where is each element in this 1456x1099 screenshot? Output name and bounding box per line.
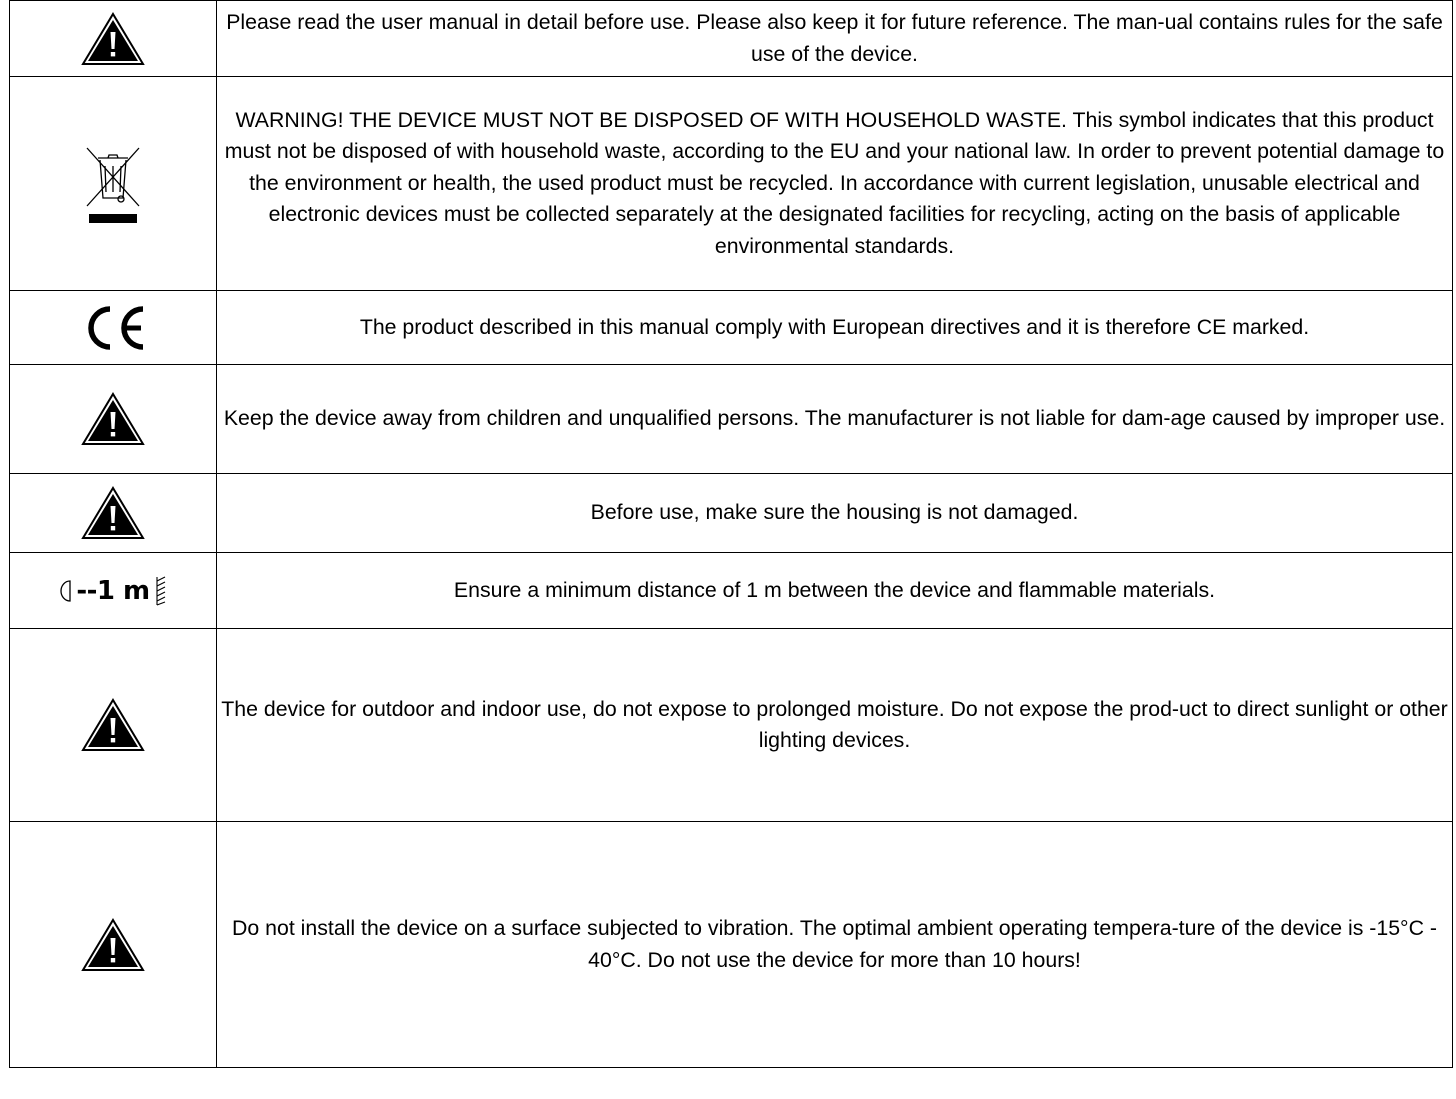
table-row <box>10 1 1453 77</box>
row-text: The device for outdoor and indoor use, do not expose to prolonged moisture. Do not expose the prod-uct to direct sunlight or other lighting devices. <box>217 629 1453 822</box>
lamp-half-icon <box>58 579 72 603</box>
icon-cell <box>10 77 217 291</box>
table-row <box>10 553 1453 629</box>
icon-cell <box>10 291 217 365</box>
safety-symbols-table <box>9 0 1453 1068</box>
row-text: Do not install the device on a surface subjected to vibration. The optimal ambient operating tempera-ture of the device is -15°C - 40°C. Do not use the device for more than 10 hours! <box>217 822 1453 1068</box>
crossed-out-wheelie-bin-icon <box>81 142 145 226</box>
row-text: Ensure a minimum distance of 1 m between the device and flammable materials. <box>217 553 1453 629</box>
icon-cell <box>10 822 217 1068</box>
row-text: Before use, make sure the housing is not damaged. <box>217 474 1453 553</box>
icon-cell <box>10 553 217 629</box>
row-text: Please read the user manual in detail before use. Please also keep it for future reference. The man-ual contains rules for the safe use of the device. <box>217 1 1453 77</box>
icon-cell <box>10 1 217 77</box>
distance-1m-icon <box>58 575 167 607</box>
warning-triangle-icon <box>81 486 145 540</box>
distance-label: --1 m <box>76 575 150 606</box>
row-text: The product described in this manual comply with European directives and it is therefore CE marked. <box>217 291 1453 365</box>
warning-triangle-icon <box>81 392 145 446</box>
row-text: WARNING! THE DEVICE MUST NOT BE DISPOSED OF WITH HOUSEHOLD WASTE. This symbol indicates that this product must not be disposed of with household waste, according to the EU and your national law. In order to prevent potential damage to the environment or health, the used product must be recycled. In accordance with current legislation, unusable electrical and electronic devices must be collected separately at the designated facilities for recycling, acting on the basis of applicable environmental standards. <box>217 77 1453 291</box>
icon-cell <box>10 365 217 474</box>
icon-cell <box>10 629 217 822</box>
table-row <box>10 629 1453 822</box>
table-row <box>10 474 1453 553</box>
ce-mark-icon <box>80 305 146 351</box>
warning-triangle-icon <box>81 698 145 752</box>
table-row <box>10 365 1453 474</box>
table-row <box>10 77 1453 291</box>
warning-triangle-icon <box>81 918 145 972</box>
icon-cell <box>10 474 217 553</box>
flammable-hatch-icon <box>154 575 168 607</box>
warning-triangle-icon <box>81 12 145 66</box>
table-row <box>10 291 1453 365</box>
table-row <box>10 822 1453 1068</box>
row-text: Keep the device away from children and unqualified persons. The manufacturer is not liable for dam-age caused by improper use. <box>217 365 1453 474</box>
